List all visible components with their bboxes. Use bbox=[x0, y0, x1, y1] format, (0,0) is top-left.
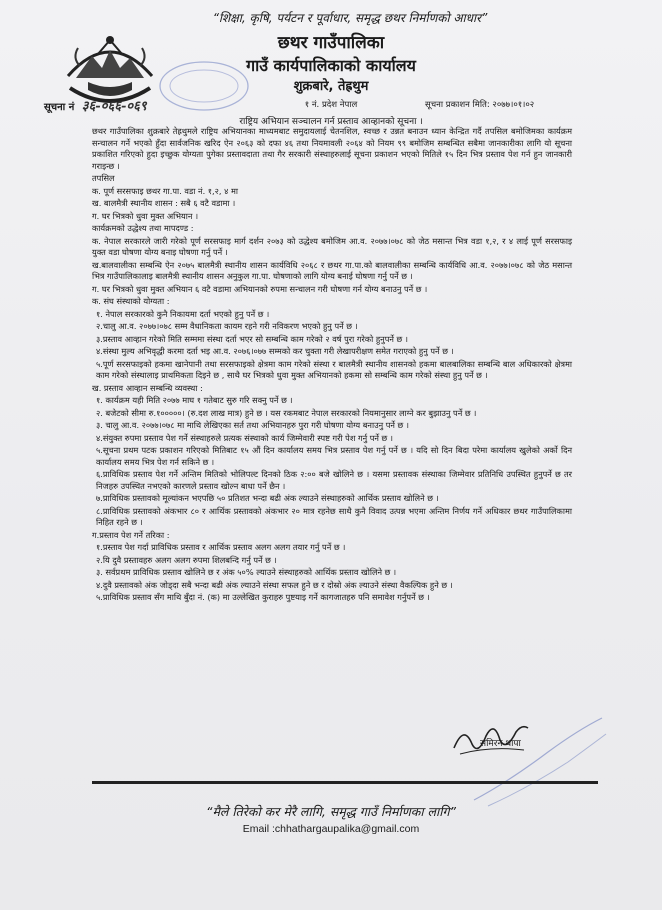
process-item: २. बजेटको सीमा रु.१०००००। (रु.दश लाख मात्र) हुने छ । यस रकमबाट नेपाल सरकारको नियमानुसार लाग्ने कर बुझाउनु पर्ने छ । bbox=[96, 407, 477, 418]
objective-heading: कार्यक्रमको उद्धेश्य तथा मापदण्ड : bbox=[92, 223, 194, 233]
submission-item: १.प्रस्ताव पेश गर्दा प्राविधिक प्रस्ताव र आर्थिक प्रस्ताव अलग अलग तयार गर्नु पर्ने छ । bbox=[96, 542, 346, 552]
criteria-item: क. नेपाल सरकारले जारी गरेको पूर्ण सरसफाइ मार्ग दर्शन २०७३ को उद्धेश्य बमोजिम आ.व. २०७७।०७८ को जेठ मसान्त भित्र वडा १,२, र ४ लाई पूर्ण सरसफाइ युक्त वडा घोषणा योग्य बनाइ घोषणा गर्नु पर्ने । bbox=[92, 235, 572, 257]
submission-item: ५.प्राविधिक प्रस्ताव सँग माथि बुँदा नं. (क) मा उल्लेखित कुराहरु पुष्टयाइ गर्ने कागजातहरु पनि समावेश गर्नुपर्ने छ । bbox=[96, 592, 430, 602]
process-item: ५.सूचना प्रथम पटक प्रकाशन गरिएको मितिबाट १५ औं दिन कार्यालय समय भित्र प्रस्ताव पेश गर्नु पर्ने छ । यदि सो दिन बिदा परेमा कार्यालय खुलेको अर्को दिन कार्यालय समय भित्र पेश गर्न सकिने छ । bbox=[96, 445, 572, 467]
intro-paragraph: छथर गाउँपालिका शुक्रबारे तेह्रथुमले राष्ट्रिय अभियानका माध्यमबाट समुदायलाई चेतनशिल, स्वच्छ र उन्नत बनाउन ध्यान केन्द्रित गर्दै तपसिल बमोजिमका कार्यक्रम सन्चालन गर्ने भएको हुँदा सार्वजनिक खरिद ऐन २०६३ को दफा ४६ तथा नियमावली २०६४ को नियम ९९ बमोजिम सम्बन्धित सबैमा जानकारीका लागि यो सूचना प्रकाशित गरिएको हुदा इच्छुक योग्यता पुगेका प्रस्तावदाता तथा गैर सरकारी संस्थाहरुलाई सूचना प्रकाशन भएको मितिले १५ दिन भित्र प्रस्ताव पेश गर्न हुन जानकारी गराइन्छ । bbox=[92, 126, 572, 171]
motto: “शिक्षा, कृषि, पर्यटन र पूर्वाधार, समृद्ध छथर निर्माणको आधार” bbox=[212, 11, 488, 25]
eligibility-item: ५.पूर्ण सरसफाइको हकमा खानेपानी तथा सरसफाइको क्षेत्रमा काम गरेको संस्था र बालमैत्री स्थानीय शासनको हकमा बालबालिका सम्बन्धि बाल अधिकारको क्षेत्रमा काम गरेको संस्थालाइ प्राथमिकता दिइने छ , साथै घर भित्रको धुवा मुक्त अभियानको हकमा सो सम्बन्धि काम गरेको संस्था हुनु पर्ने छ । bbox=[96, 358, 572, 380]
notice-number-value: ३६-०६६-०६९ bbox=[81, 99, 147, 114]
process-item: ८.प्राविधिक प्रस्तावको अंकभार ८० र आर्थिक प्रस्तावको अंकभार २० मात्र रहनेछ साथै कुनै विवाद उत्पन्न भएमा अन्तिम निर्णय गर्ने अधिकार छथर गाउँपालिकामा निहित रहने छ । bbox=[96, 505, 572, 527]
office-name: गाउँ कार्यपालिकाको कार्यालय bbox=[246, 56, 416, 75]
letter-body bbox=[92, 126, 572, 605]
eligibility-item: ४.संस्था मुल्य अभिवृद्धी करमा दर्ता भइ आ.व. २०७६।०७७ सम्मको कर चुक्ता गरी लेखापरीक्षण समेत गराएको हुनु पर्ने छ । bbox=[96, 346, 454, 356]
footer-divider bbox=[92, 781, 598, 784]
submission-item: ३. सर्वप्रथम प्राविधिक प्रस्ताव खोलिने छ र अंक ५०% ल्याउने संस्थाहरुको आर्थिक प्रस्ताव खोलिने छ । bbox=[96, 567, 397, 577]
signatory-name: समिरन थापा bbox=[480, 739, 521, 749]
eligibility-heading: क. संघ संस्थाको योग्यता : bbox=[92, 296, 170, 306]
criteria-item: ख.बालवालीका सम्बन्धि ऐन २०७५ बालमैत्री स्थानीय शासन कार्यविधि २०६८ र छथर गा.पा.को बालवालीका सम्बन्धि कार्यविधि आ.व. २०७७।०७८ को जेठ मसान्त भित्र गाउँपालिकालाइ बालमैत्री स्थानीय शासन अनुकुल गा.पा. घोषणाको लागि योग्य बनाई घोषणा गर्नु पर्ने छ । bbox=[92, 259, 572, 281]
office-location: शुक्रबारे, तेह्रथुम bbox=[293, 79, 369, 94]
process-item: ३. चालु आ.व. २०७७।०७८ मा माथि लेखिएका सर्त तथा अभियानहरु पुरा गरी घोषणा योग्य बनाउनु पर्ने छ । bbox=[96, 420, 409, 430]
process-item: १. कार्यक्रम यही मिति २०७७ माघ १ गतेबाट सुरु गरि सक्नु पर्ने छ । bbox=[96, 395, 293, 405]
submission-item: ४.दुवै प्रस्तावको अंक जोड्दा सबै भन्दा बढी अंक ल्याउने संस्था सफल हुने छ र दोस्रो अंक ल्याउने संस्था वैकल्पिक हुने छ । bbox=[96, 579, 453, 590]
eligibility-item: १. नेपाल सरकारको कुनै निकायमा दर्ता भएको हुनु पर्ने छ । bbox=[96, 308, 270, 319]
process-heading: ख. प्रस्ताव आव्हान सम्बन्धि व्यवस्था : bbox=[92, 382, 203, 393]
municipality-name: छथर गाउँपालिका bbox=[277, 33, 385, 53]
submission-item: २.यि दुवै प्रस्तावहरु अलग अलग रुपमा शिलबन्दि गर्नु पर्ने छ । bbox=[96, 554, 277, 565]
process-item: ४.संयुक्त रुपमा प्रस्ताव पेश गर्ने संस्थाहरुले प्रत्यक संस्थाको कार्य जिम्मेवारी स्पष्ट गरी पेश गर्नु पर्ने छ । bbox=[96, 432, 393, 443]
criteria-item: ग. घर भित्रको धुवा मुक्त अभियान ६ वटै वडामा अभियानको रुपमा सन्चालन गरी घोषणा गर्न योग्य बनाउनु पर्ने छ । bbox=[92, 283, 428, 294]
footer-slogan: “मैले तिरेको कर मेरै लागि, समृद्ध गाउँ निर्माणका लागि” bbox=[205, 804, 457, 819]
eligibility-item: २.चालु आ.व. २०७७।०७८ सम्म वैधानिकता कायम रहने गरी नविकरण भएको हुनु पर्ने छ । bbox=[96, 321, 358, 331]
program-item: क. पूर्ण सरसफाइ छथर गा.पा. वडा नं. १,२, ४ मा bbox=[92, 185, 238, 196]
tapsil-heading: तपसिल bbox=[92, 173, 115, 183]
publication-date: सूचना प्रकाशन मिति: २०७७।०१।०२ bbox=[425, 100, 535, 110]
notice-subject: राष्ट्रिय अभियान सञ्चालन गर्न प्रस्ताव आव्हानको सूचना । bbox=[239, 117, 423, 127]
eligibility-item: ३.प्रस्ताव आव्हान गरेको मिति सम्ममा संस्था दर्ता भएर सो सम्बन्धि काम गरेको २ वर्ष पुरा गरेको हुनुपर्ने छ । bbox=[96, 333, 408, 344]
footer-email[interactable]: Email :chhathargaupalika@gmail.com bbox=[242, 823, 420, 835]
notice-number-label: सूचना नं bbox=[44, 102, 75, 113]
program-item: ग. घर भित्रको धुवा मुक्त अभियान । bbox=[92, 210, 199, 221]
program-item: ख. बालमैत्री स्थानीय शासन : सबै ६ वटै वडामा । bbox=[92, 198, 236, 208]
process-item: ६.प्राविधिक प्रस्ताव पेश गर्ने अन्तिम मितिको भोलिपल्ट दिनको ठिक २:०० बजे खोलिने छ । यसमा प्रस्तावक संस्थाका जिम्मेवार प्रतिनिधि उपस्थित हुनुपर्ने छ तर निजहरु उपस्थित नभएको कारणले प्रस्ताव खोल्न बाधा पर्ने छैन । bbox=[96, 469, 572, 491]
submission-heading: ग.प्रस्ताव पेश गर्ने तरिका : bbox=[92, 529, 170, 540]
process-item: ७.प्राविधिक प्रस्तावको मूल्यांकन भएपछि ५० प्रतिशत भन्दा बढी अंक ल्याउने संस्थाहरुको आर्थिक प्रस्ताव खोलिने छ । bbox=[96, 493, 439, 503]
province-line: १ नं. प्रदेश नेपाल bbox=[304, 100, 358, 110]
